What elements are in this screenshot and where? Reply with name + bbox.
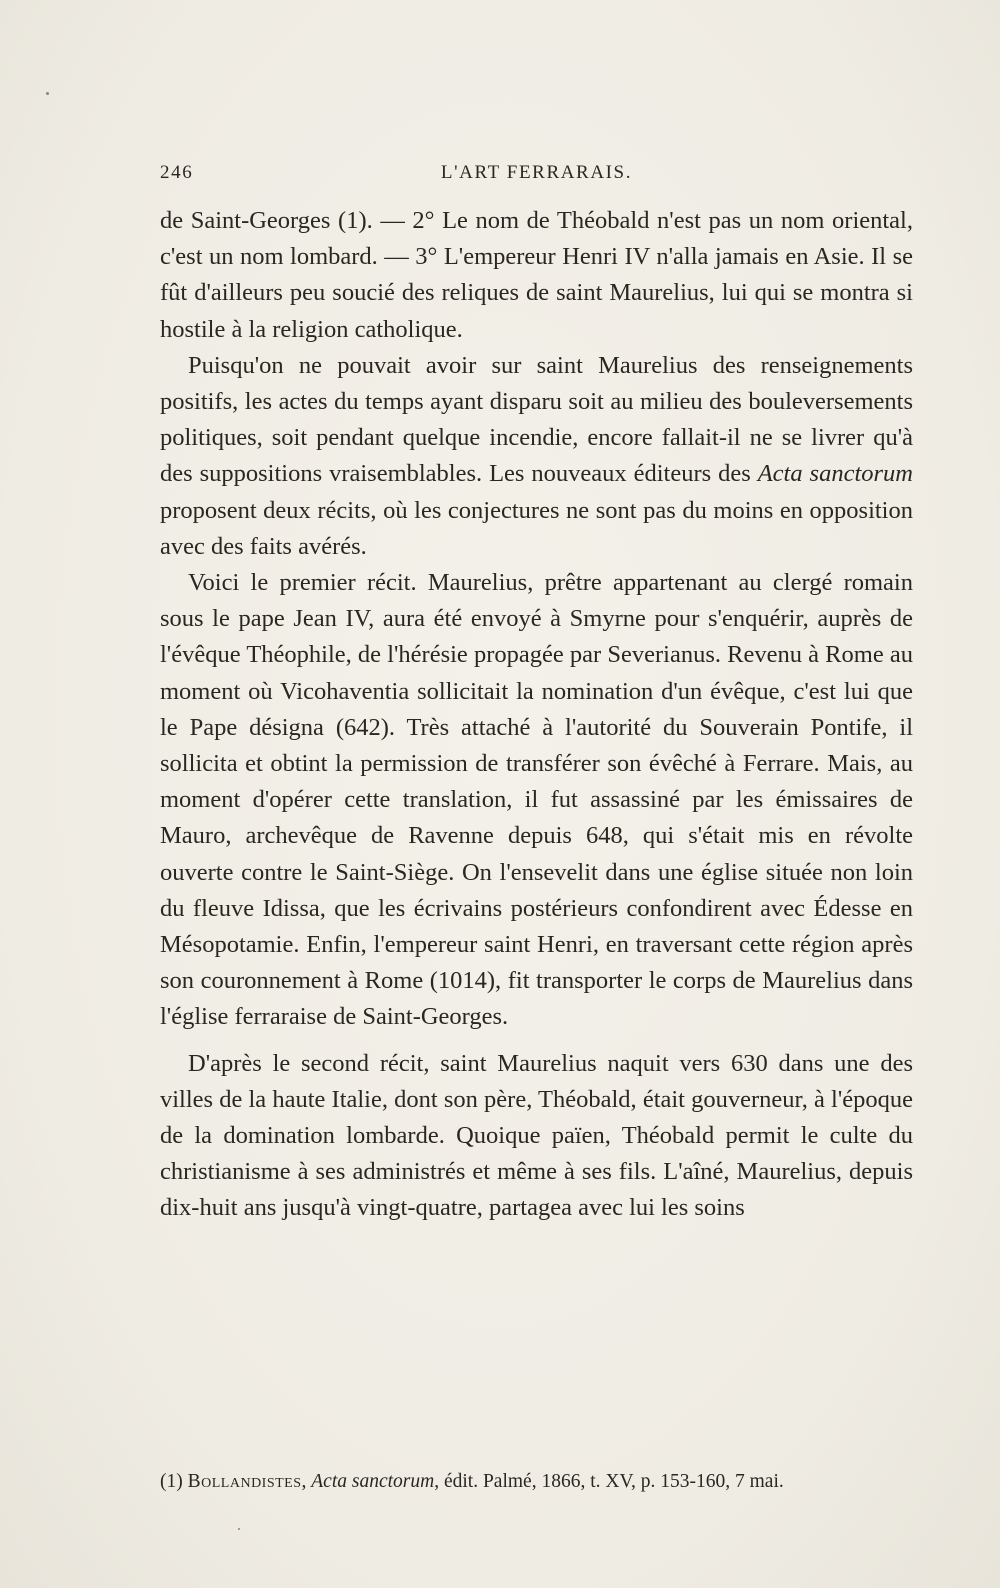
paragraph	[160, 565, 913, 1036]
footnote-work-title: Acta sanctorum	[311, 1471, 435, 1492]
footnote-separator: ,	[301, 1471, 312, 1492]
paper-speck	[46, 92, 49, 95]
paragraph	[160, 348, 913, 565]
footnote-marker: (1)	[160, 1471, 188, 1492]
paragraph-text: D'après le second récit, saint Maurelius naquit vers 630 dans une des villes de la haute Italie, dont son père, Théobald, était gouverneur, à l'époque de la domination lombarde. Quoique païen, Théobald permit le culte du christianisme à ses administrés et même à ses fils. L'aîné, Maurelius, depuis dix-huit ans jusqu'à vingt-quatre, partagea avec lui les soins	[160, 1049, 913, 1222]
italic-title: Acta sanctorum	[757, 460, 913, 488]
paragraph-text: proposent deux récits, où les conjectures ne sont pas du moins en opposition avec des faits avérés.	[160, 496, 913, 560]
footnote-author: Bollandistes	[187, 1471, 302, 1492]
page-number: 246	[160, 162, 194, 183]
paragraph-text: de Saint-Georges (1). — 2° Le nom de Théobald n'est pas un nom oriental, c'est un nom lombard. — 3° L'empereur Henri IV n'alla jamais en Asie. Il se fût d'ailleurs peu soucié des reliques de saint Maurelius, lui qui se montra si hostile à la religion catholique.	[160, 207, 913, 343]
body-text	[160, 203, 913, 1227]
paragraph	[160, 1046, 913, 1227]
running-title: L'ART FERRARAIS.	[440, 162, 633, 183]
footnote-details: , édit. Palmé, 1866, t. XV, p. 153-160, 7 mai.	[434, 1471, 784, 1492]
footnote	[160, 1468, 913, 1495]
paper-speck	[238, 1528, 240, 1530]
paragraph-text: Puisqu'on ne pouvait avoir sur saint Maurelius des renseignements positifs, les actes du temps ayant disparu soit au milieu des bouleversements politiques, soit pendant quelque incendie, encore fallait-il ne se livrer qu'à des suppositions vraisemblables. Les nouveaux éditeurs des	[160, 351, 913, 488]
running-head	[160, 160, 913, 190]
paragraph	[160, 203, 913, 348]
paragraph-text: Voici le premier récit. Maurelius, prêtre appartenant au clergé romain sous le pape Jean IV, aura été envoyé à Smyrne pour s'enquérir, auprès de l'évêque Théophile, de l'hérésie propagée par Severianus. Revenu à Rome au moment où Vicohaventia sollicitait la nomination d'un évêque, c'est lui que le Pape désigna (642). Très attaché à l'autorité du Souverain Pontife, il sollicita et obtint la permission de transférer son évêché à Ferrare. Mais, au moment d'opérer cette translation, il fut assassiné par les émissaires de Mauro, archevêque de Ravenne depuis 648, qui s'était mis en révolte ouverte contre le Saint-Siège. On l'ensevelit dans une église située non loin du fleuve Idissa, que les écrivains postérieurs confondirent avec Édesse en Mésopotamie. Enfin, l'empereur saint Henri, en traversant cette région après son couronnement à Rome (1014), fit transporter le corps de Maurelius dans l'église ferraraise de Saint-Georges.	[160, 569, 913, 1031]
